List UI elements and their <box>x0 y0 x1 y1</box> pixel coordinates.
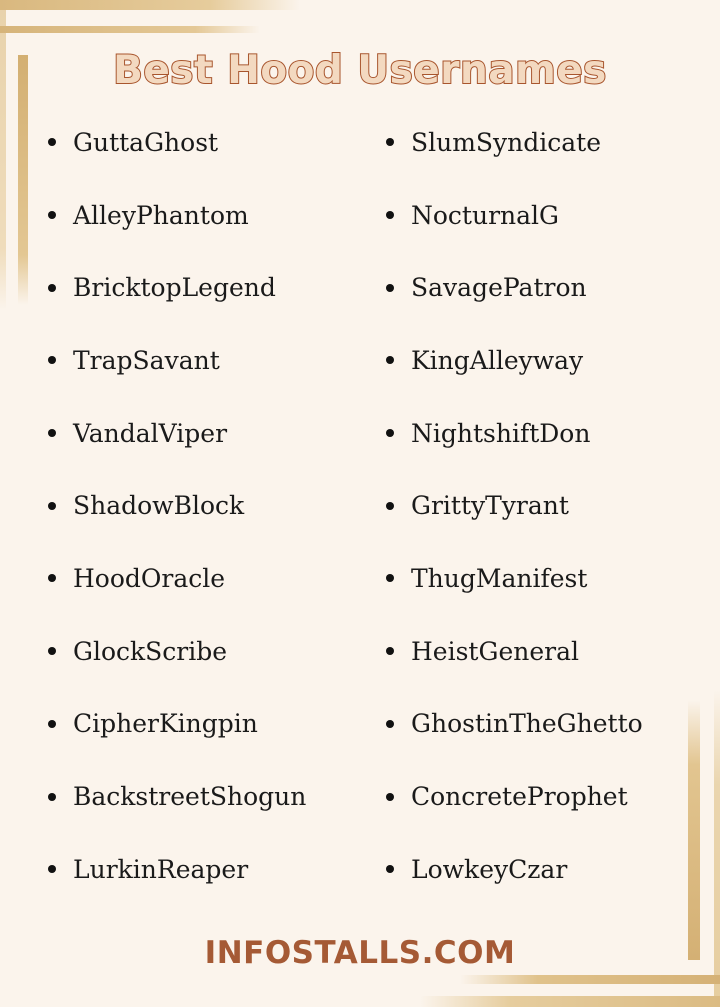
username-label: ConcreteProphet <box>411 782 628 812</box>
decorative-bar <box>0 26 260 33</box>
bullet-icon <box>48 720 56 728</box>
bullet-icon <box>386 429 394 437</box>
username-label: SlumSyndicate <box>411 127 602 157</box>
list-item <box>48 251 306 324</box>
bullet-icon <box>48 356 56 364</box>
site-watermark: INFOSTALLS.COM <box>204 935 516 971</box>
list-item <box>386 615 643 688</box>
username-label: AlleyPhantom <box>73 200 249 230</box>
list-item <box>386 324 643 397</box>
list-item <box>386 833 643 906</box>
bullet-icon <box>386 720 394 728</box>
bullet-icon <box>48 211 56 219</box>
page-title: Best Hood Usernames <box>113 48 607 93</box>
username-label: LurkinReaper <box>73 854 249 884</box>
username-label: LowkeyCzar <box>411 854 568 884</box>
list-item <box>48 397 306 470</box>
list-item <box>48 179 306 252</box>
bullet-icon <box>386 502 394 510</box>
list-item <box>386 760 643 833</box>
bullet-icon <box>48 138 56 146</box>
username-list-left <box>48 106 306 906</box>
decorative-bar <box>420 996 720 1007</box>
username-label: BackstreetShogun <box>73 782 307 812</box>
username-label: HoodOracle <box>73 563 226 593</box>
list-item <box>386 106 643 179</box>
username-label: ShadowBlock <box>73 491 245 521</box>
bullet-icon <box>386 284 394 292</box>
decorative-bar <box>688 700 700 960</box>
list-item <box>386 179 643 252</box>
username-label: HeistGeneral <box>411 636 579 666</box>
username-label: GrittyTyrant <box>411 491 569 521</box>
list-item <box>48 106 306 179</box>
list-item <box>386 397 643 470</box>
bullet-icon <box>48 429 56 437</box>
decorative-bar <box>0 0 6 310</box>
username-label: TrapSavant <box>73 345 220 375</box>
username-label: NocturnalG <box>411 200 559 230</box>
list-item <box>386 251 643 324</box>
username-label: VandalViper <box>73 418 228 448</box>
list-item <box>48 324 306 397</box>
bullet-icon <box>386 865 394 873</box>
bullet-icon <box>386 574 394 582</box>
username-label: SavagePatron <box>411 273 587 303</box>
bullet-icon <box>48 502 56 510</box>
list-item <box>386 469 643 542</box>
bullet-icon <box>386 138 394 146</box>
username-label: GlockScribe <box>73 636 228 666</box>
bullet-icon <box>386 211 394 219</box>
username-list-right <box>386 106 643 906</box>
username-label: ThugManifest <box>411 563 588 593</box>
list-item <box>48 760 306 833</box>
username-label: GuttaGhost <box>73 127 219 157</box>
username-label: CipherKingpin <box>73 709 258 739</box>
list-item <box>386 542 643 615</box>
username-label: GhostinTheGhetto <box>411 709 643 739</box>
decorative-bar <box>460 975 720 984</box>
bullet-icon <box>386 356 394 364</box>
list-item <box>48 833 306 906</box>
list-item <box>48 688 306 761</box>
list-item <box>48 542 306 615</box>
bullet-icon <box>48 793 56 801</box>
list-item <box>386 688 643 761</box>
bullet-icon <box>48 865 56 873</box>
bullet-icon <box>48 284 56 292</box>
bullet-icon <box>386 647 394 655</box>
bullet-icon <box>48 647 56 655</box>
list-item <box>48 615 306 688</box>
bullet-icon <box>386 793 394 801</box>
username-label: NightshiftDon <box>411 418 591 448</box>
list-item <box>48 469 306 542</box>
username-label: KingAlleyway <box>411 345 584 375</box>
bullet-icon <box>48 574 56 582</box>
decorative-bar <box>0 0 300 10</box>
username-label: BricktopLegend <box>73 273 276 303</box>
